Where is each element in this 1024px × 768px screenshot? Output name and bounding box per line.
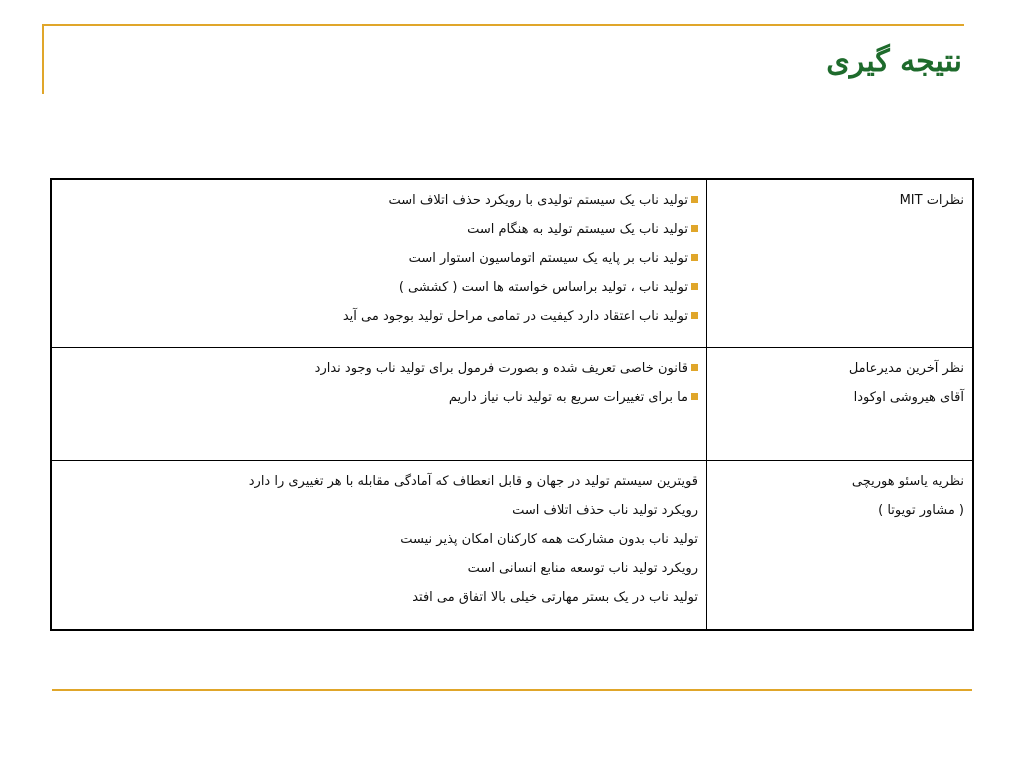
top-decorative-rule bbox=[42, 24, 964, 26]
bottom-decorative-rule bbox=[52, 689, 972, 691]
row-label: آقای هیروشی اوکودا bbox=[853, 389, 964, 405]
square-bullet-icon bbox=[691, 196, 698, 203]
slide-title: نتیجه گیری bbox=[826, 44, 962, 79]
list-item: تولید ناب ، تولید براساس خواسته ها است ( کششی ) bbox=[60, 273, 698, 302]
square-bullet-icon bbox=[691, 283, 698, 290]
row-label-cell bbox=[707, 179, 974, 347]
row-content-cell bbox=[51, 460, 707, 630]
row-label: نظرات MIT bbox=[899, 193, 964, 208]
table-row bbox=[51, 460, 973, 630]
left-decorative-rule bbox=[42, 24, 44, 94]
row-content-cell bbox=[51, 347, 707, 460]
list-item: قویترین سیستم تولید در جهان و قابل انعطاف که آمادگی مقابله با هر تغییری را دارد bbox=[248, 473, 698, 489]
square-bullet-icon bbox=[691, 254, 698, 261]
row-label-cell bbox=[707, 347, 974, 460]
row-label: نظریه یاسئو هوریچی bbox=[851, 473, 964, 489]
list-item: تولید ناب یک سیستم تولید به هنگام است bbox=[60, 215, 698, 244]
list-item: تولید ناب بر پایه یک سیستم اتوماسیون استوار است bbox=[60, 244, 698, 273]
row-label: نظر آخرین مدیرعامل bbox=[848, 360, 964, 376]
square-bullet-icon bbox=[691, 393, 698, 400]
list-item: تولید ناب در یک بستر مهارتی خیلی بالا اتفاق می افتد bbox=[412, 589, 698, 605]
list-item: تولید ناب اعتقاد دارد کیفیت در تمامی مراحل تولید بوجود می آید bbox=[60, 302, 698, 331]
content-table bbox=[50, 178, 974, 631]
table-row bbox=[51, 347, 973, 460]
square-bullet-icon bbox=[691, 225, 698, 232]
list-item: رویکرد تولید ناب توسعه منابع انسانی است bbox=[467, 560, 698, 576]
square-bullet-icon bbox=[691, 312, 698, 319]
list-item: ما برای تغییرات سریع به تولید ناب نیاز داریم bbox=[60, 383, 698, 412]
row-label-cell bbox=[707, 460, 974, 630]
row-label: ( مشاور تویوتا ) bbox=[878, 502, 964, 518]
row-content-cell bbox=[51, 179, 707, 347]
list-item: تولید ناب یک سیستم تولیدی با رویکرد حذف اتلاف است bbox=[60, 186, 698, 215]
list-item: رویکرد تولید ناب حذف اتلاف است bbox=[512, 502, 698, 518]
list-item: تولید ناب بدون مشارکت همه کارکنان امکان پذیر نیست bbox=[400, 531, 698, 547]
table-row bbox=[51, 179, 973, 347]
list-item: قانون خاصی تعریف شده و بصورت فرمول برای تولید ناب وجود ندارد bbox=[60, 354, 698, 383]
square-bullet-icon bbox=[691, 364, 698, 371]
